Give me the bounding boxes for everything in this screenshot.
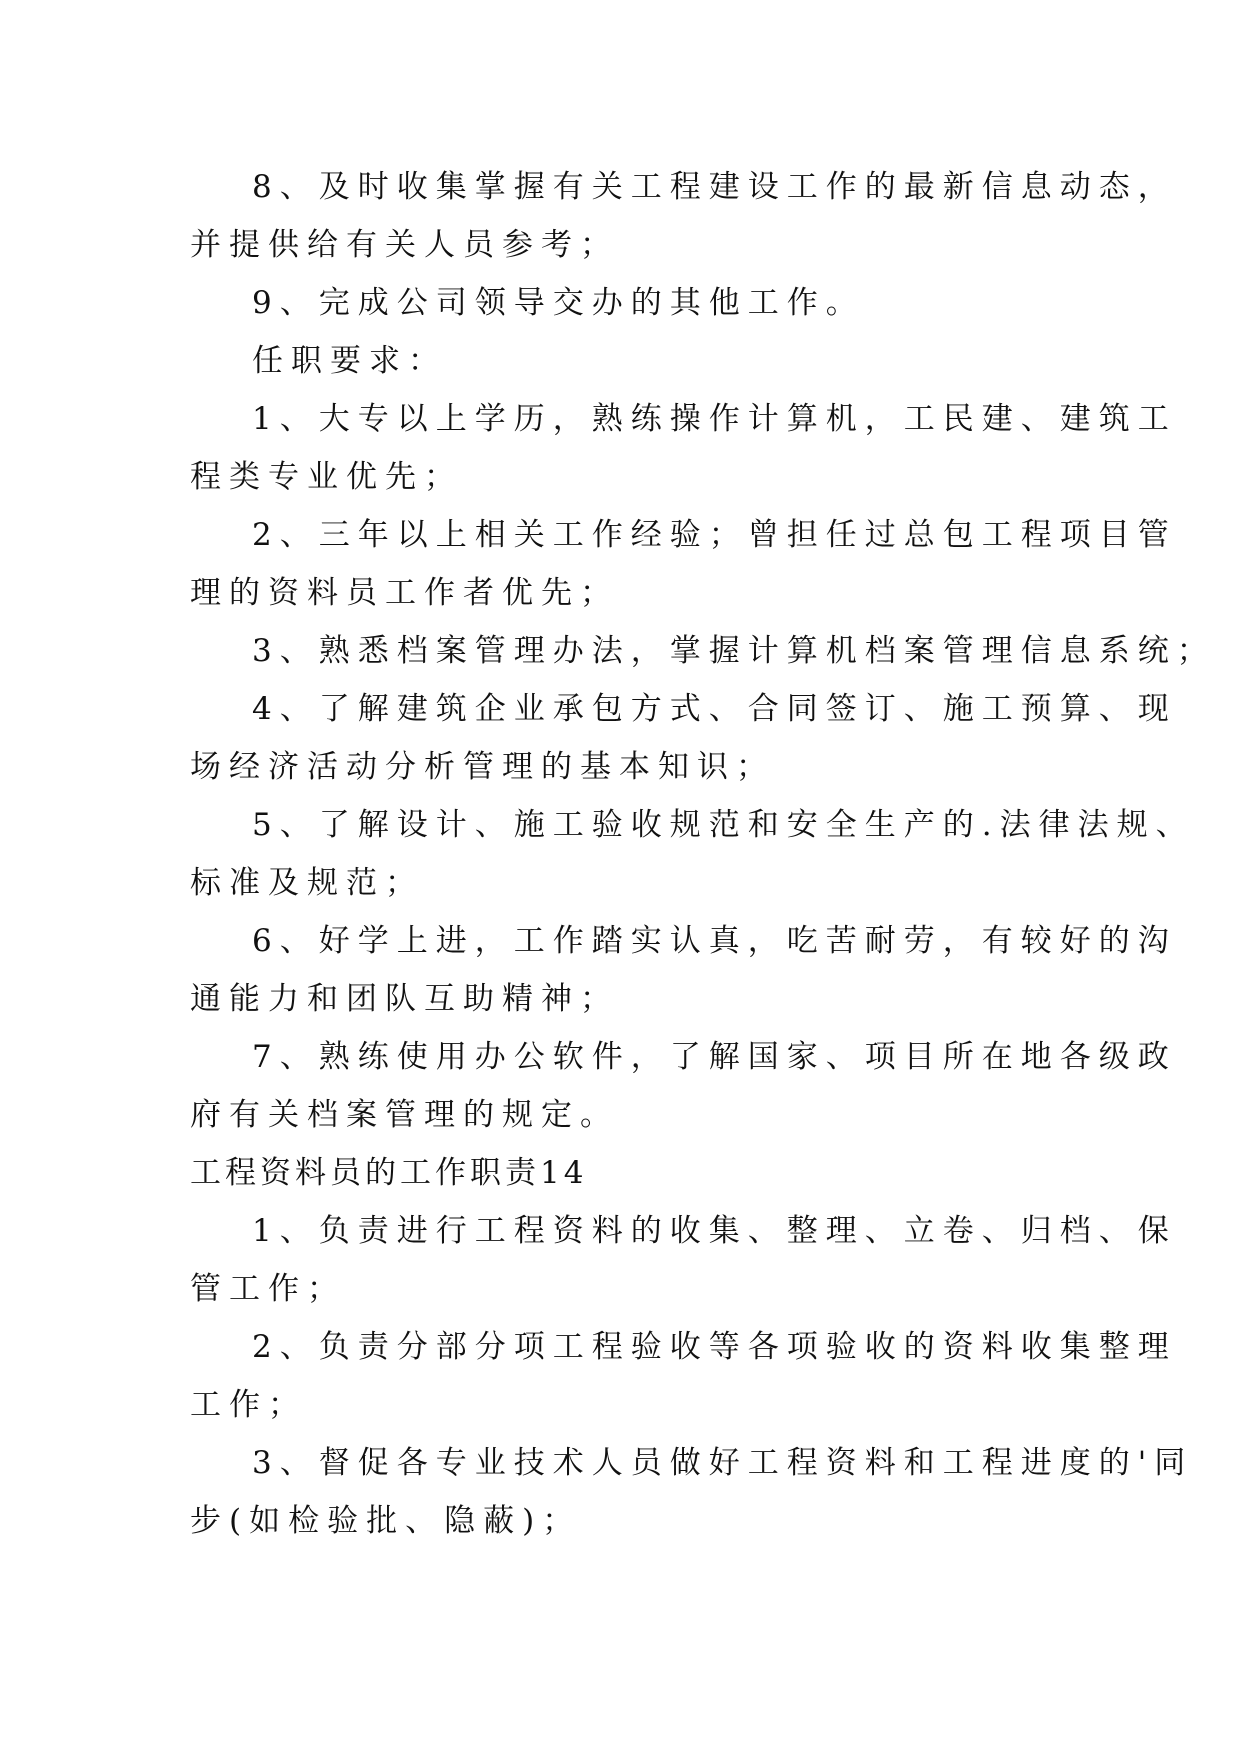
paragraph-line: 标准及规范； bbox=[190, 865, 424, 901]
paragraph-line: 2、三年以上相关工作经验；曾担任过总包工程项目管 bbox=[252, 517, 1177, 553]
paragraph-line: 6、好学上进，工作踏实认真，吃苦耐劳，有较好的沟 bbox=[252, 923, 1177, 959]
paragraph-line: 程类专业优先； bbox=[190, 459, 463, 495]
paragraph-line: 工作； bbox=[190, 1387, 307, 1423]
section-title: 工程资料员的工作职责14 bbox=[190, 1155, 588, 1191]
paragraph-line: 管工作； bbox=[190, 1271, 346, 1307]
document-body bbox=[190, 158, 1216, 1550]
paragraph-line: 4、了解建筑企业承包方式、合同签订、施工预算、现 bbox=[252, 691, 1177, 727]
paragraph-line: 7、熟练使用办公软件，了解国家、项目所在地各级政 bbox=[252, 1039, 1177, 1075]
paragraph-line: 5、了解设计、施工验收规范和安全生产的.法律法规、 bbox=[252, 807, 1195, 843]
paragraph-line: 8、及时收集掌握有关工程建设工作的最新信息动态， bbox=[252, 169, 1177, 205]
paragraph-line: 9、完成公司领导交办的其他工作。 bbox=[252, 285, 865, 321]
paragraph-line: 1、大专以上学历，熟练操作计算机，工民建、建筑工 bbox=[252, 401, 1177, 437]
paragraph-line: 并提供给有关人员参考； bbox=[190, 227, 619, 263]
paragraph-line: 2、负责分部分项工程验收等各项验收的资料收集整理 bbox=[252, 1329, 1177, 1365]
paragraph-line: 3、督促各专业技术人员做好工程资料和工程进度的'同 bbox=[252, 1445, 1194, 1481]
section-label: 任职要求： bbox=[252, 343, 447, 379]
paragraph-line: 场经济活动分析管理的基本知识； bbox=[190, 749, 775, 785]
paragraph-line: 3、熟悉档案管理办法，掌握计算机档案管理信息系统； bbox=[252, 633, 1216, 669]
paragraph-line: 府有关档案管理的规定。 bbox=[190, 1097, 619, 1133]
paragraph-line: 理的资料员工作者优先； bbox=[190, 575, 619, 611]
paragraph-line: 通能力和团队互助精神； bbox=[190, 981, 619, 1017]
paragraph-line: 1、负责进行工程资料的收集、整理、立卷、归档、保 bbox=[252, 1213, 1177, 1249]
paragraph-line: 步(如检验批、隐蔽)； bbox=[190, 1503, 582, 1539]
